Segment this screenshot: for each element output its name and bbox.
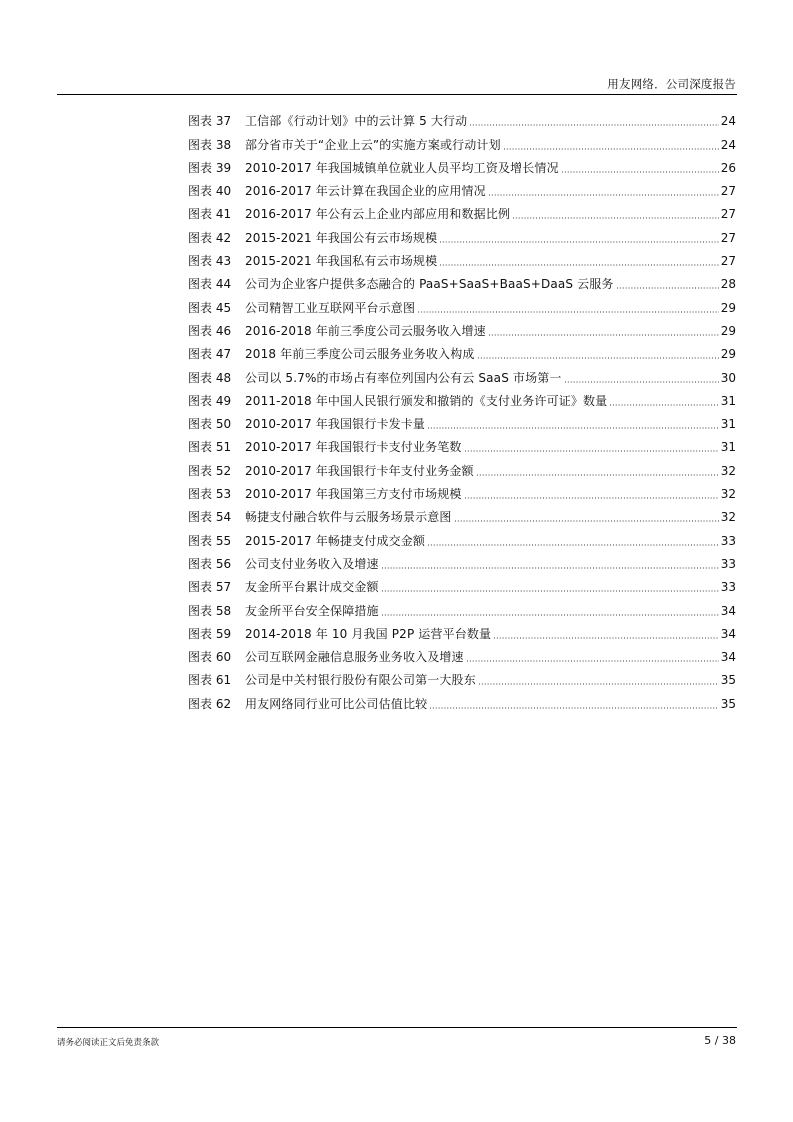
toc-entry[interactable] (188, 386, 736, 409)
toc-entry-label: 图表 42 (188, 230, 232, 245)
toc-entry[interactable] (188, 455, 736, 478)
toc-entry-title[interactable]: 公司支付业务收入及增速 (245, 556, 379, 571)
toc-entry-page[interactable]: 27 (720, 230, 736, 245)
toc-entry[interactable] (188, 525, 736, 548)
toc-entry-title[interactable]: 2010-2017 年我国银行卡发卡量 (245, 417, 426, 432)
toc-entry-page[interactable]: 31 (720, 393, 736, 408)
toc-entry[interactable] (188, 665, 736, 688)
toc-entry[interactable] (188, 176, 736, 199)
toc-entry-title[interactable]: 公司精智工业互联网平台示意图 (245, 300, 416, 315)
toc-entry-leader (381, 614, 719, 616)
header-divider (57, 94, 737, 95)
toc-entry-label: 图表 47 (188, 347, 232, 362)
toc-entry-leader (464, 450, 719, 452)
toc-entry-leader (381, 567, 719, 569)
toc-entry-label: 图表 62 (188, 696, 232, 711)
page-number: 5 / 38 (704, 1034, 736, 1047)
toc-entry-leader (564, 381, 719, 383)
toc-entry-leader (429, 707, 718, 709)
toc-entry-leader (439, 241, 718, 243)
toc-entry-title[interactable]: 2018 年前三季度公司云服务业务收入构成 (245, 347, 475, 362)
toc-entry[interactable] (188, 339, 736, 362)
toc-entry-title[interactable]: 工信部《行动计划》中的云计算 5 大行动 (245, 114, 468, 129)
toc-entry[interactable] (188, 549, 736, 572)
toc-entry[interactable] (188, 619, 736, 642)
toc-entry-leader (609, 404, 718, 406)
toc-entry-page[interactable]: 35 (720, 673, 736, 688)
toc-entry-label: 图表 58 (188, 603, 232, 618)
toc-entry-page[interactable]: 33 (720, 556, 736, 571)
toc-entry-page[interactable]: 33 (720, 533, 736, 548)
toc-entry[interactable] (188, 479, 736, 502)
toc-entry-label: 图表 44 (188, 277, 232, 292)
toc-entry[interactable] (188, 688, 736, 711)
toc-entry-page[interactable]: 31 (720, 440, 736, 455)
toc-entry-title[interactable]: 2014-2018 年 10 月我国 P2P 运营平台数量 (245, 626, 492, 641)
toc-entry-title[interactable]: 公司以 5.7%的市场占有率位列国内公有云 SaaS 市场第一 (245, 370, 562, 385)
toc-entry[interactable] (188, 292, 736, 315)
toc-entry-label: 图表 53 (188, 487, 232, 502)
toc-entry-label: 图表 56 (188, 556, 232, 571)
toc-entry-title[interactable]: 部分省市关于“企业上云”的实施方案或行动计划 (245, 137, 501, 152)
toc-entry-page[interactable]: 27 (720, 207, 736, 222)
toc-entry[interactable] (188, 153, 736, 176)
toc-entry[interactable] (188, 572, 736, 595)
toc-entry-label: 图表 57 (188, 580, 232, 595)
toc-entry-title[interactable]: 2010-2017 年我国第三方支付市场规模 (245, 487, 462, 502)
toc-entry-title[interactable]: 2010-2017 年我国银行卡年支付业务金额 (245, 463, 474, 478)
toc-entry-leader (493, 637, 719, 639)
toc-entry-title[interactable]: 2010-2017 年我国银行卡支付业务笔数 (245, 440, 462, 455)
toc-entry[interactable] (188, 595, 736, 618)
toc-entry-title[interactable]: 2010-2017 年我国城镇单位就业人员平均工资及增长情况 (245, 160, 559, 175)
toc-entry-title[interactable]: 2016-2017 年公有云上企业内部应用和数据比例 (245, 207, 511, 222)
toc-entry[interactable] (188, 642, 736, 665)
toc-entry-title[interactable]: 公司为企业客户提供多态融合的 PaaS+SaaS+BaaS+DaaS 云服务 (245, 277, 614, 292)
toc-entry-page[interactable]: 35 (720, 696, 736, 711)
toc-entry[interactable] (188, 222, 736, 245)
toc-entry-title[interactable]: 2015-2017 年畅捷支付成交金额 (245, 533, 426, 548)
footer-divider (57, 1027, 737, 1028)
toc-entry-page[interactable]: 24 (720, 137, 736, 152)
toc-entry-label: 图表 59 (188, 626, 232, 641)
toc-entry[interactable] (188, 502, 736, 525)
toc-entry-label: 图表 38 (188, 137, 232, 152)
toc-entry[interactable] (188, 432, 736, 455)
toc-entry[interactable] (188, 106, 736, 129)
toc-entry-page[interactable]: 26 (720, 160, 736, 175)
toc-entry-page[interactable]: 34 (720, 626, 736, 641)
toc-entry-page[interactable]: 29 (720, 347, 736, 362)
toc-entry-page[interactable]: 29 (720, 323, 736, 338)
toc-entry-page[interactable]: 32 (720, 487, 736, 502)
toc-entry-leader (512, 217, 719, 219)
toc-entry-leader (466, 660, 719, 662)
toc-entry-title[interactable]: 用友网络同行业可比公司估值比较 (245, 696, 428, 711)
toc-entry-leader (381, 590, 719, 592)
toc-entry-title[interactable]: 公司是中关村银行股份有限公司第一大股东 (245, 673, 476, 688)
toc-entry-label: 图表 43 (188, 254, 232, 269)
toc-entry-title[interactable]: 2015-2021 年我国公有云市场规模 (245, 230, 438, 245)
toc-entry-label: 图表 51 (188, 440, 232, 455)
toc-entry-title[interactable]: 2016-2017 年云计算在我国企业的应用情况 (245, 184, 486, 199)
toc-entry-page[interactable]: 32 (720, 510, 736, 525)
toc-entry-label: 图表 54 (188, 510, 232, 525)
toc-entry-page[interactable]: 28 (720, 277, 736, 292)
toc-entry-leader (469, 124, 718, 126)
toc-entry[interactable] (188, 129, 736, 152)
toc-entry-label: 图表 55 (188, 533, 232, 548)
toc-entry[interactable] (188, 246, 736, 269)
toc-entry-label: 图表 49 (188, 393, 232, 408)
toc-entry-title[interactable]: 友金所平台安全保障措施 (245, 603, 379, 618)
toc-entry-leader (488, 194, 719, 196)
toc-entry-leader (616, 287, 719, 289)
toc-entry-label: 图表 45 (188, 300, 232, 315)
toc-entry-label: 图表 50 (188, 417, 232, 432)
toc-entry-page[interactable]: 27 (720, 254, 736, 269)
toc-entry[interactable] (188, 362, 736, 385)
toc-entry[interactable] (188, 409, 736, 432)
toc-entry-label: 图表 61 (188, 673, 232, 688)
toc-entry-leader (454, 520, 719, 522)
toc-entry-page[interactable]: 24 (720, 114, 736, 129)
toc-entry[interactable] (188, 199, 736, 222)
toc-entry-title[interactable]: 2011-2018 年中国人民银行颁发和撤销的《支付业务许可证》数量 (245, 393, 608, 408)
toc-entry[interactable] (188, 316, 736, 339)
toc-entry-title[interactable]: 2016-2018 年前三季度公司云服务收入增速 (245, 323, 486, 338)
toc-entry-leader (427, 544, 719, 546)
footer-disclaimer: 请务必阅读正文后免责条款 (57, 1038, 160, 1048)
toc-entry-title[interactable]: 友金所平台累计成交金额 (245, 580, 379, 595)
toc-entry-label: 图表 40 (188, 184, 232, 199)
toc-entry-leader (439, 264, 718, 266)
toc-entry-page[interactable]: 34 (720, 650, 736, 665)
toc-entry-page[interactable]: 33 (720, 580, 736, 595)
toc-entry-leader (427, 427, 719, 429)
toc-entry-page[interactable]: 29 (720, 300, 736, 315)
toc-entry-leader (476, 474, 719, 476)
toc-entry-leader (478, 683, 719, 685)
toc-entry-title[interactable]: 2015-2021 年我国私有云市场规模 (245, 254, 438, 269)
toc-entry-leader (477, 357, 719, 359)
toc-entry-label: 图表 46 (188, 323, 232, 338)
report-header-title: 用友网络．公司深度报告 (607, 77, 736, 91)
toc-entry-leader (464, 497, 719, 499)
toc-entry-label: 图表 60 (188, 650, 232, 665)
figure-list (188, 106, 736, 712)
toc-entry-label: 图表 48 (188, 370, 232, 385)
toc-entry-title[interactable]: 畅捷支付融合软件与云服务场景示意图 (245, 510, 452, 525)
toc-entry-page[interactable]: 30 (720, 370, 736, 385)
toc-entry[interactable] (188, 269, 736, 292)
toc-entry-label: 图表 37 (188, 114, 232, 129)
toc-entry-page[interactable]: 34 (720, 603, 736, 618)
toc-entry-title[interactable]: 公司互联网金融信息服务业务收入及增速 (245, 650, 464, 665)
toc-entry-leader (417, 311, 719, 313)
toc-entry-page[interactable]: 32 (720, 463, 736, 478)
toc-entry-label: 图表 41 (188, 207, 232, 222)
toc-entry-leader (503, 148, 719, 150)
toc-entry-leader (561, 171, 719, 173)
toc-entry-label: 图表 52 (188, 463, 232, 478)
toc-entry-page[interactable]: 31 (720, 417, 736, 432)
toc-entry-label: 图表 39 (188, 160, 232, 175)
toc-entry-page[interactable]: 27 (720, 184, 736, 199)
toc-entry-leader (488, 334, 719, 336)
